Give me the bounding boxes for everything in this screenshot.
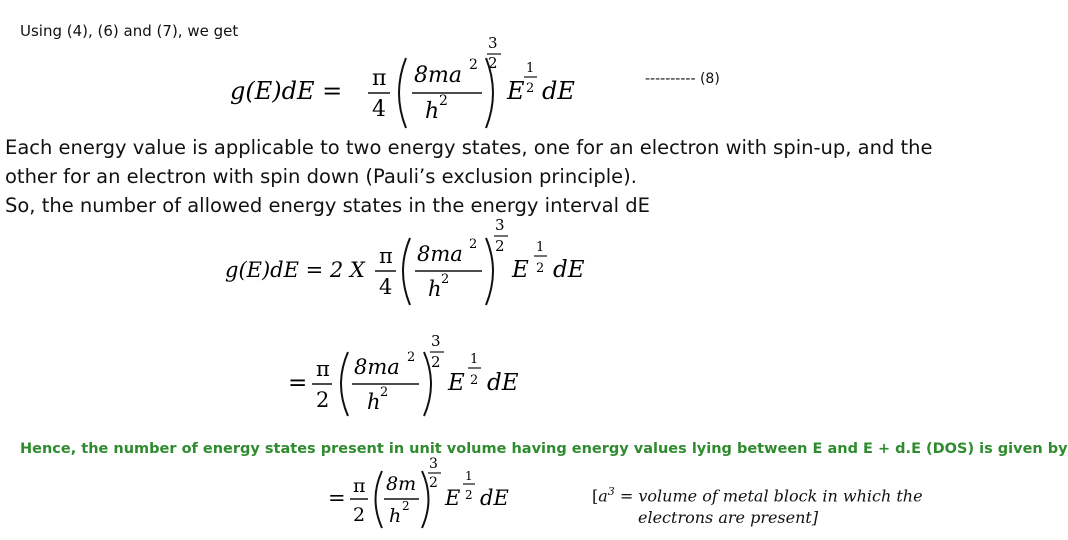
eqc-den: h bbox=[367, 390, 381, 414]
eq8-dE: dE bbox=[542, 77, 575, 105]
eqb-outer-exp-den: 2 bbox=[495, 237, 505, 255]
eqc-outer-exp-den: 2 bbox=[431, 353, 441, 371]
eqd-E: E bbox=[445, 486, 461, 510]
eqd-pi: π bbox=[353, 475, 366, 497]
eq8-num: 8ma bbox=[414, 63, 462, 88]
eqc-num-exp: 2 bbox=[407, 350, 416, 365]
note-line-2: electrons are present] bbox=[638, 508, 819, 528]
eqb-num: 8ma bbox=[417, 242, 463, 266]
eq8-E: E bbox=[507, 77, 525, 105]
eqc-E: E bbox=[448, 370, 465, 396]
eqd-equals: = bbox=[328, 486, 346, 510]
paragraph-line-3: So, the number of allowed energy states in the energy interval dE bbox=[5, 194, 650, 217]
eqb-E: E bbox=[512, 257, 529, 283]
eq8-outer-exp-den: 2 bbox=[488, 54, 498, 72]
equation-8 bbox=[220, 30, 600, 130]
eqd-left-paren bbox=[376, 471, 383, 528]
eq8-lhs: g(E)dE = bbox=[230, 77, 343, 105]
eqd-den: h bbox=[389, 505, 402, 527]
eqb-right-paren bbox=[486, 238, 493, 305]
eqc-dE: dE bbox=[487, 370, 519, 396]
note-a: a bbox=[598, 486, 608, 506]
eqb-four: 4 bbox=[379, 275, 393, 299]
eqb-e-exp-num: 1 bbox=[536, 240, 545, 255]
note-a-exp: 3 bbox=[607, 485, 615, 498]
note-line-1 bbox=[592, 481, 923, 507]
eqb-den: h bbox=[428, 277, 442, 301]
eqd-den-exp: 2 bbox=[402, 499, 410, 513]
eqd-outer-exp-num: 3 bbox=[429, 456, 438, 472]
eq8-e-exp-den: 2 bbox=[526, 81, 535, 96]
eq8-outer-exp-num: 3 bbox=[488, 34, 498, 52]
note-bracket-open: [ bbox=[592, 486, 599, 506]
eqd-outer-exp-den: 2 bbox=[429, 475, 438, 491]
intro-text: Using (4), (6) and (7), we get bbox=[20, 22, 239, 40]
eqc-pi: π bbox=[316, 357, 330, 381]
eqd-two: 2 bbox=[353, 504, 366, 526]
eqd-e-exp-num: 1 bbox=[465, 469, 473, 483]
eq8-pi: π bbox=[372, 66, 387, 91]
eqc-outer-exp-num: 3 bbox=[431, 332, 441, 350]
equation-8-label: ---------- (8) bbox=[645, 71, 720, 87]
paragraph-line-2: other for an electron with spin down (Pauli’s exclusion principle). bbox=[5, 165, 637, 188]
eqb-e-exp-den: 2 bbox=[536, 261, 545, 276]
paragraph-line-1: Each energy value is applicable to two energy states, one for an electron with spin-up, and the bbox=[5, 136, 933, 159]
eqb-dE: dE bbox=[553, 257, 585, 283]
eqc-equals: = bbox=[288, 370, 308, 396]
eq8-num-exp: 2 bbox=[469, 57, 478, 73]
equation-d bbox=[320, 455, 540, 535]
eqd-num: 8m bbox=[386, 473, 417, 495]
eq8-den-exp: 2 bbox=[439, 93, 448, 109]
note-line1-rest: = volume of metal block in which the bbox=[614, 486, 923, 506]
eqb-lhs: g(E)dE = 2 X bbox=[225, 258, 365, 282]
eqc-right-paren bbox=[424, 352, 431, 416]
equation-b bbox=[220, 215, 600, 310]
eqb-left-paren bbox=[403, 238, 410, 305]
eqd-right-paren bbox=[422, 471, 429, 528]
eq8-e-exp-num: 1 bbox=[526, 61, 535, 76]
explanation-paragraph bbox=[5, 133, 933, 220]
eqc-two: 2 bbox=[316, 388, 330, 412]
eqb-outer-exp-num: 3 bbox=[495, 216, 505, 234]
eqc-e-exp-num: 1 bbox=[470, 352, 479, 367]
dos-statement: Hence, the number of energy states present in unit volume having energy values lying between E and E + d.E (DOS) is given by bbox=[20, 441, 1068, 457]
eqd-e-exp-den: 2 bbox=[465, 488, 473, 502]
eqc-left-paren bbox=[341, 352, 348, 416]
eqd-dE: dE bbox=[480, 486, 509, 510]
eqc-num: 8ma bbox=[354, 355, 400, 379]
volume-note bbox=[592, 481, 923, 529]
eqb-pi: π bbox=[379, 244, 393, 268]
equation-c bbox=[280, 330, 540, 420]
eqc-e-exp-den: 2 bbox=[470, 373, 479, 388]
eqb-den-exp: 2 bbox=[441, 272, 450, 287]
eq8-den: h bbox=[425, 99, 440, 124]
eq8-four: 4 bbox=[372, 97, 386, 122]
eqb-num-exp: 2 bbox=[469, 237, 478, 252]
eq8-left-paren bbox=[399, 58, 406, 128]
eqc-den-exp: 2 bbox=[380, 385, 389, 400]
